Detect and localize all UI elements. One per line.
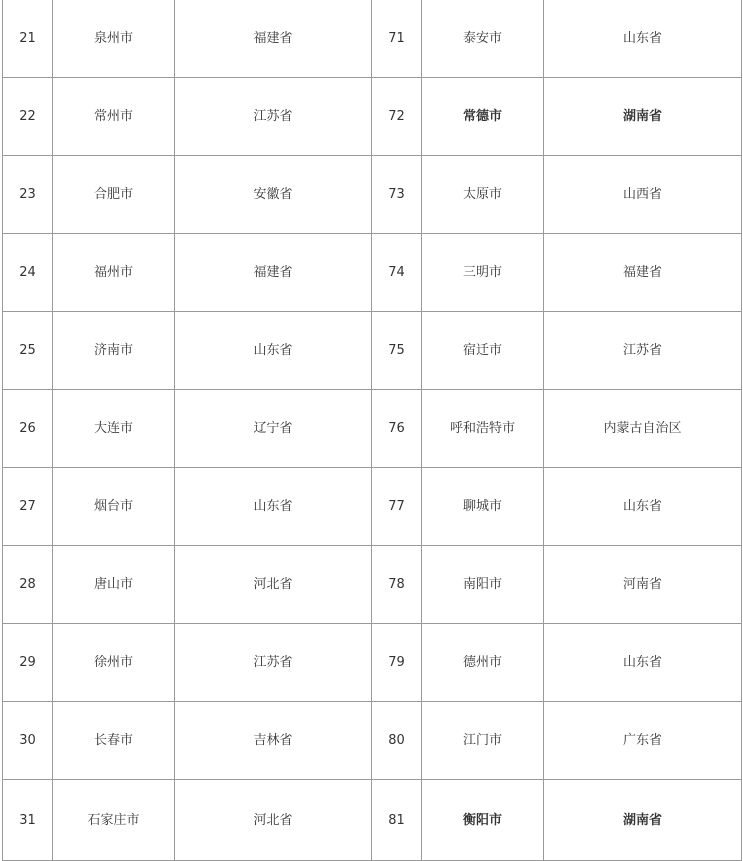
rank-cell: 77 — [372, 468, 422, 546]
province-cell: 河北省 — [175, 780, 372, 861]
city-cell: 常州市 — [53, 78, 175, 156]
city-cell: 聊城市 — [422, 468, 544, 546]
table-row — [3, 78, 742, 156]
province-cell: 河北省 — [175, 546, 372, 624]
city-cell: 南阳市 — [422, 546, 544, 624]
province-cell: 江苏省 — [175, 624, 372, 702]
province-cell: 广东省 — [544, 702, 742, 780]
province-cell: 吉林省 — [175, 702, 372, 780]
table-row — [3, 702, 742, 780]
table-row — [3, 468, 742, 546]
city-cell: 石家庄市 — [53, 780, 175, 861]
city-cell: 衡阳市 — [422, 780, 544, 861]
province-cell: 福建省 — [544, 234, 742, 312]
city-cell: 福州市 — [53, 234, 175, 312]
rank-cell: 80 — [372, 702, 422, 780]
city-cell: 长春市 — [53, 702, 175, 780]
province-cell: 山东省 — [175, 468, 372, 546]
rank-cell: 29 — [3, 624, 53, 702]
rank-cell: 31 — [3, 780, 53, 861]
table-row — [3, 390, 742, 468]
rank-cell: 75 — [372, 312, 422, 390]
table-row — [3, 156, 742, 234]
province-cell: 山西省 — [544, 156, 742, 234]
city-cell: 徐州市 — [53, 624, 175, 702]
rank-cell: 24 — [3, 234, 53, 312]
province-cell: 福建省 — [175, 0, 372, 78]
city-cell: 太原市 — [422, 156, 544, 234]
city-cell: 烟台市 — [53, 468, 175, 546]
province-cell: 江苏省 — [175, 78, 372, 156]
rank-cell: 74 — [372, 234, 422, 312]
rank-cell: 76 — [372, 390, 422, 468]
rank-cell: 22 — [3, 78, 53, 156]
rank-cell: 78 — [372, 546, 422, 624]
province-cell: 山东省 — [544, 624, 742, 702]
city-cell: 呼和浩特市 — [422, 390, 544, 468]
rank-cell: 30 — [3, 702, 53, 780]
rank-cell: 27 — [3, 468, 53, 546]
city-cell: 江门市 — [422, 702, 544, 780]
city-cell: 合肥市 — [53, 156, 175, 234]
city-cell: 常德市 — [422, 78, 544, 156]
city-cell: 泰安市 — [422, 0, 544, 78]
province-cell: 福建省 — [175, 234, 372, 312]
rank-cell: 71 — [372, 0, 422, 78]
province-cell: 内蒙古自治区 — [544, 390, 742, 468]
rank-cell: 25 — [3, 312, 53, 390]
province-cell: 山东省 — [544, 468, 742, 546]
table-row — [3, 234, 742, 312]
province-cell: 山东省 — [175, 312, 372, 390]
rank-cell: 26 — [3, 390, 53, 468]
rank-cell: 81 — [372, 780, 422, 861]
city-cell: 济南市 — [53, 312, 175, 390]
city-ranking-table — [2, 0, 742, 861]
province-cell: 安徽省 — [175, 156, 372, 234]
rank-cell: 21 — [3, 0, 53, 78]
province-cell: 辽宁省 — [175, 390, 372, 468]
city-cell: 泉州市 — [53, 0, 175, 78]
city-cell: 三明市 — [422, 234, 544, 312]
city-cell: 德州市 — [422, 624, 544, 702]
table-body — [3, 0, 742, 861]
city-cell: 宿迁市 — [422, 312, 544, 390]
rank-cell: 79 — [372, 624, 422, 702]
rank-cell: 73 — [372, 156, 422, 234]
province-cell: 山东省 — [544, 0, 742, 78]
table-row — [3, 312, 742, 390]
city-cell: 唐山市 — [53, 546, 175, 624]
city-cell: 大连市 — [53, 390, 175, 468]
table-row — [3, 624, 742, 702]
province-cell: 河南省 — [544, 546, 742, 624]
rank-cell: 72 — [372, 78, 422, 156]
table-row — [3, 0, 742, 78]
rank-cell: 23 — [3, 156, 53, 234]
province-cell: 湖南省 — [544, 78, 742, 156]
table-row — [3, 780, 742, 861]
rank-cell: 28 — [3, 546, 53, 624]
table-row — [3, 546, 742, 624]
province-cell: 湖南省 — [544, 780, 742, 861]
province-cell: 江苏省 — [544, 312, 742, 390]
